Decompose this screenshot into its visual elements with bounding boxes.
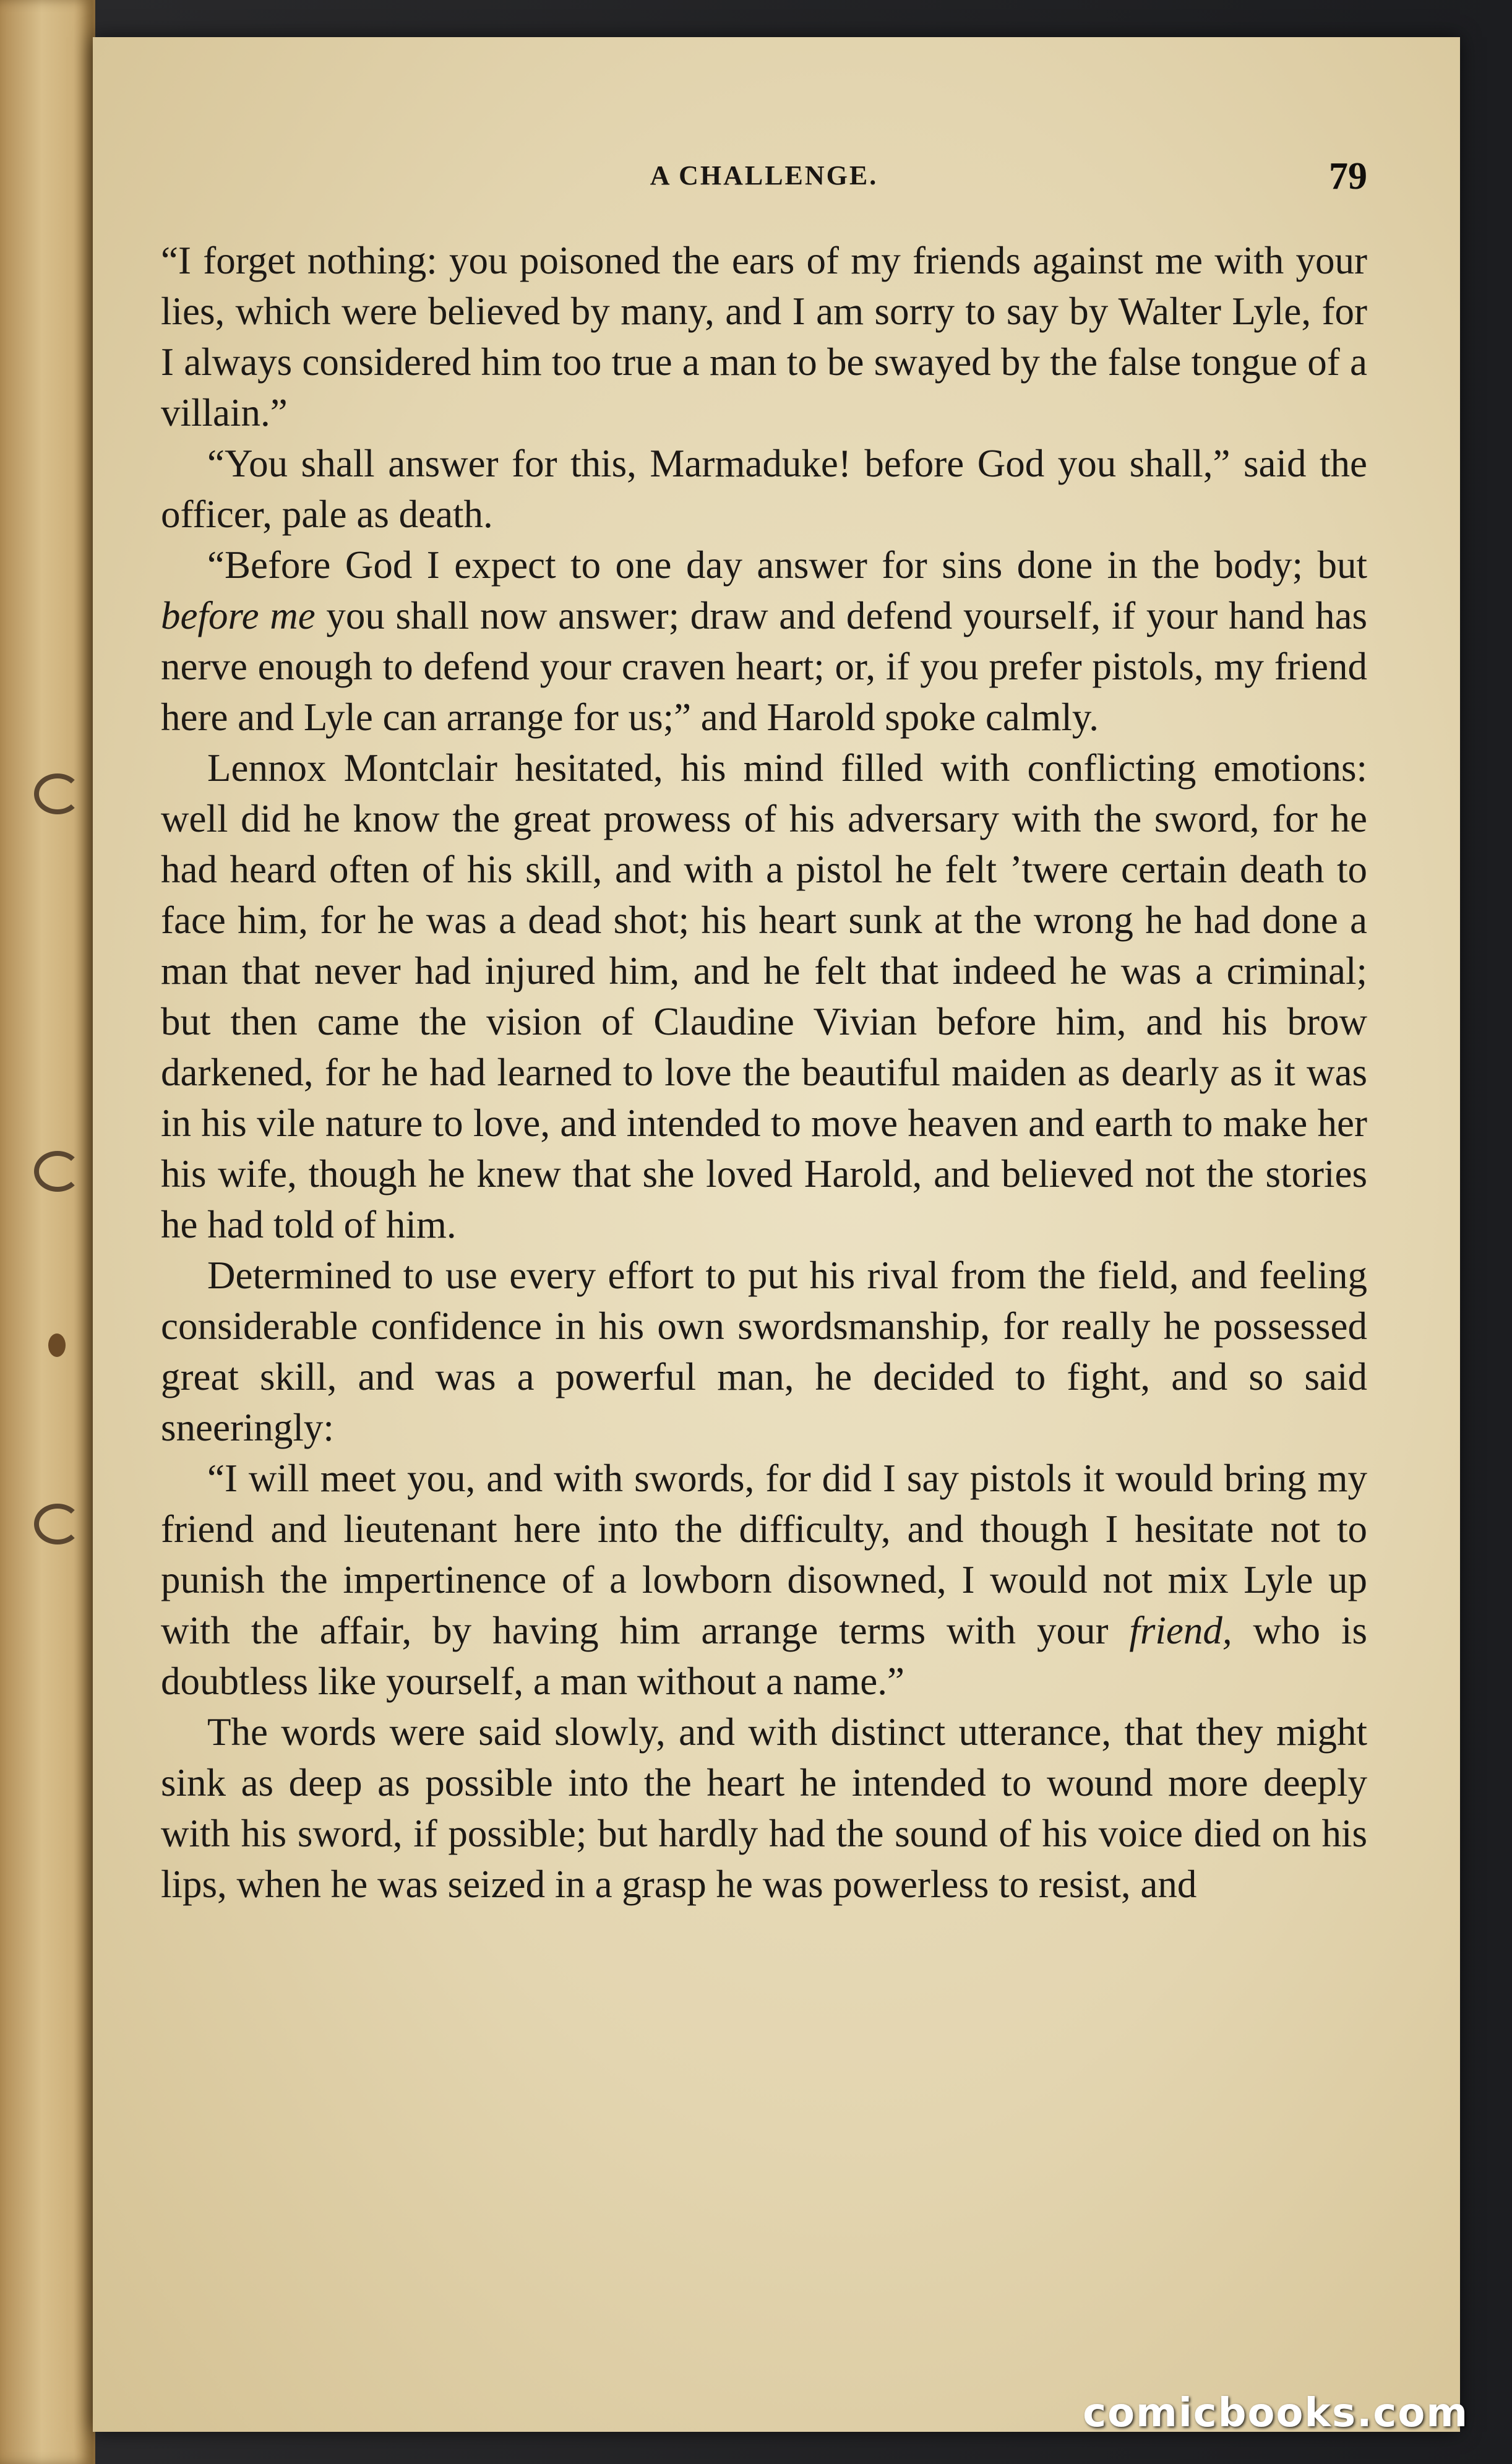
binding-hole <box>48 1333 66 1357</box>
paragraph <box>161 1453 1367 1707</box>
paragraph <box>161 540 1367 743</box>
paragraph-text: “I forget nothing: you poisoned the ears of my friends against me with your lies, which were believed by many, and I am sorry to say by Walter Lyle, for I always considered him too true a man to be swayed by the false tongue of a villain.” <box>161 239 1367 434</box>
facing-page-edge <box>0 0 95 2464</box>
body-text <box>161 235 1367 1910</box>
paragraph-text: “Before God I expect to one day answer for sins done in the body; but <box>207 543 1367 587</box>
binding-stitch <box>34 773 81 814</box>
paragraph-text: The words were said slowly, and with distinct utterance, that they might sink as deep as possible into the heart he intended to wound more deeply with his sword, if possible; but hardly had the sound of his voice died on his lips, when he was seized in a grasp he was powerless to resist, and <box>161 1710 1367 1906</box>
page-content <box>161 155 1367 1910</box>
paragraph-text: Determined to use every effort to put his rival from the field, and feeling considerable confidence in his own swordsmanship, for really he possessed great skill, and was a powerful man, he decided to fight, and so said sneeringly: <box>161 1254 1367 1449</box>
paragraph <box>161 743 1367 1250</box>
italic-emphasis: before me <box>161 594 316 637</box>
paragraph-text: Lennox Montclair hesitated, his mind filled with conflicting emotions: well did he know the great prowess of his adversary with the sword, for he had heard often of his skill, and with a pistol he felt ’twere certain death to face him, for he was a dead shot; his heart sunk at the wrong he had done a man that never had injured him, and he felt that indeed he was a criminal; but then came the vision of Claudine Vivian before him, and his brow darkened, for he had learned to love the beautiful maiden as dearly as it was in his vile nature to love, and intended to move heaven and earth to make her his wife, though he knew that she loved Harold, and believed not the stories he had told of him. <box>161 746 1367 1246</box>
paragraph <box>161 1707 1367 1910</box>
book-page <box>93 37 1460 2432</box>
page-number: 79 <box>1329 155 1367 197</box>
binding-stitch <box>34 1504 81 1544</box>
watermark: comicbooks.com <box>1083 2390 1469 2436</box>
paragraph-text: who is doubtless like yourself, a man without a name.” <box>161 1609 1367 1703</box>
paragraph <box>161 438 1367 540</box>
paragraph-text: you shall now answer; draw and defend yourself, if your hand has nerve enough to defend your craven heart; or, if you prefer pistols, my friend here and Lyle can arrange for us;” and Harold spoke calmly. <box>161 594 1367 739</box>
paragraph-text: “I will meet you, and with swords, for did I say pistols it would bring my friend and lieutenant here into the difficulty, and though I hesitate not to punish the impertinence of a lowborn disowned, I would not mix Lyle up with the affair, by having him arrange terms with your <box>161 1457 1367 1652</box>
running-head <box>161 155 1367 210</box>
paragraph <box>161 235 1367 438</box>
binding-stitch <box>34 1151 81 1192</box>
chapter-title: A CHALLENGE. <box>650 160 878 191</box>
paragraph-text: “You shall answer for this, Marmaduke! before God you shall,” said the officer, pale as death. <box>161 442 1367 536</box>
italic-emphasis: friend, <box>1129 1609 1232 1652</box>
paragraph <box>161 1250 1367 1453</box>
